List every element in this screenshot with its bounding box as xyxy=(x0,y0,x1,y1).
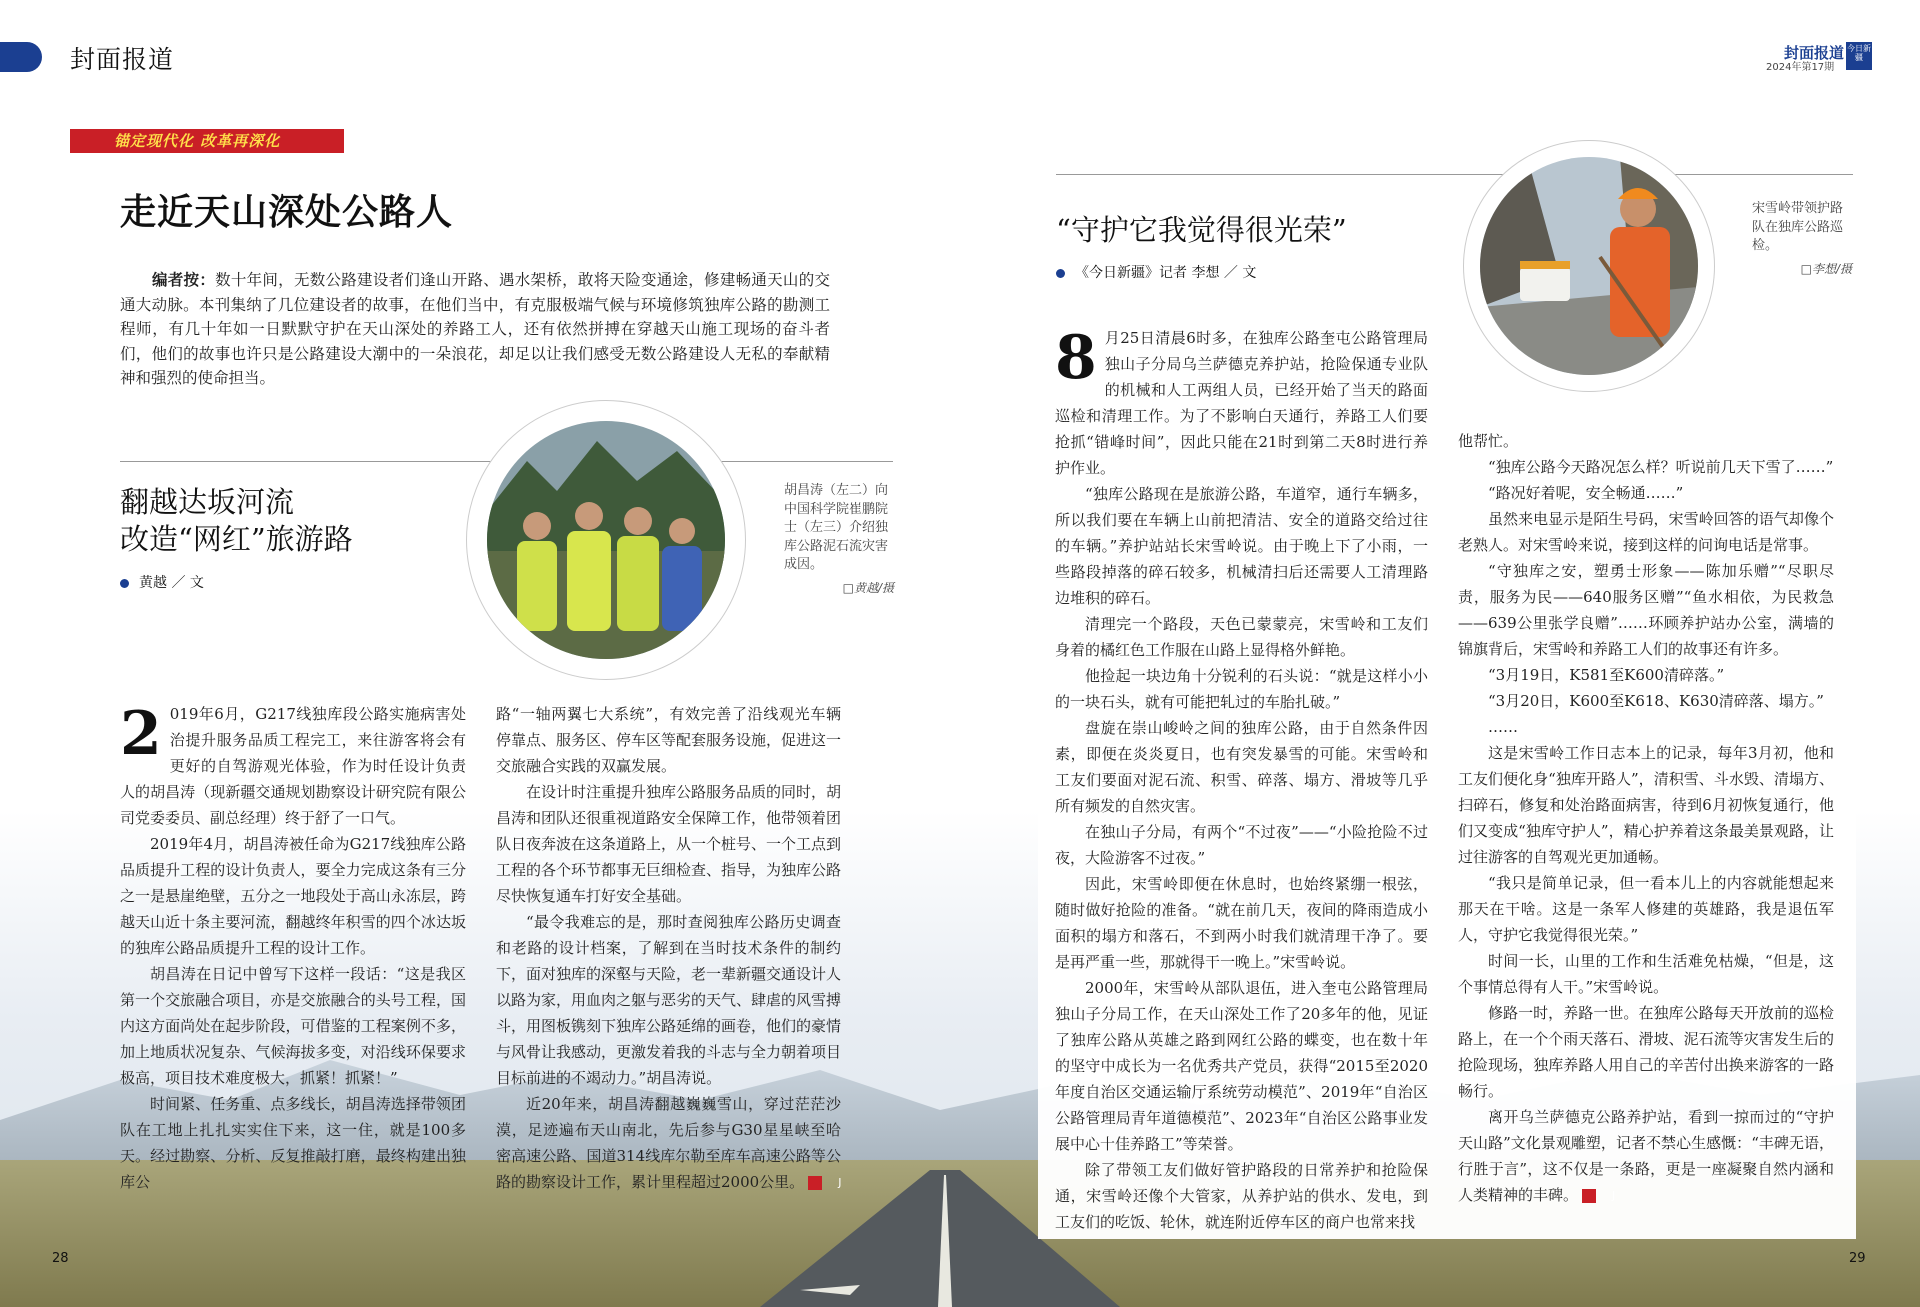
campaign-banner: 锚定现代化 改革再深化 xyxy=(70,129,344,153)
photo-credit: □黄越/摄 xyxy=(842,580,894,595)
paragraph: “守独库之安，塑勇士形象——陈加乐赠”“尽职尽责，服务为民——640服务区赠”“鱼水相依，为民救急——639公里张学良赠”……环顾养护站办公室，满墙的锦旗背后，宋雪岭和养路工人们的故事还有许多。 xyxy=(1458,562,1834,658)
road-worker-photo xyxy=(1480,157,1698,375)
editor-note xyxy=(120,268,830,391)
right-article-byline xyxy=(1056,262,1256,282)
bullet-icon xyxy=(120,579,129,588)
paragraph: 除了带领工友们做好管护路段的日常养护和抢险保通，宋雪岭还像个大管家，从养护站的供水、发电，到工友们的吃饭、轮休，就连附近停车区的商户也常来找 xyxy=(1055,1161,1428,1231)
paragraph: “最令我难忘的是，那时查阅独库公路历史调查和老路的设计档案，了解到在当时技术条件的制约下，面对独库的深壑与天险，老一辈新疆交通设计人以路为家，用血肉之躯与恶劣的天气、肆虐的风雪搏斗，用图板镌刻下独库公路延绵的画卷，他们的豪情与风骨让我感动，更激发着我的斗志与全力朝着项目目标前进的不竭动力。”胡昌涛说。 xyxy=(496,913,842,1087)
editor-note-text: 数十年间，无数公路建设者们逢山开路、遇水架桥，敢将天险变通途，修建畅通天山的交通大动脉。本刊集纳了几位建设者的故事，在他们当中，有克服极端气候与环境修筑独库公路的勘测工程师，有几十年如一日默默守护在天山深处的养路工人，还有依然拼搏在穿越天山施工现场的奋斗者们，他们的故事也许只是公路建设大潮中的一朵浪花，却足以让我们感受无数公路建设人无私的奉献精神和强烈的使命担当。 xyxy=(120,271,830,387)
paragraph: “路况好着呢，安全畅通……” xyxy=(1488,484,1684,502)
end-mark-icon: J xyxy=(808,1176,822,1190)
bullet-icon xyxy=(1056,269,1065,278)
paragraph: 因此，宋雪岭即便在休息时，也始终紧绷一根弦，随时做好抢险的准备。“就在前几天，夜间的降雨造成小面积的塌方和落石，不到两小时我们就清理干净了。要是再严重一些，那就得干一晚上。”宋雪岭说。 xyxy=(1055,875,1428,971)
left-article-byline xyxy=(120,572,204,592)
paragraph: “独库公路现在是旅游公路，车道窄，通行车辆多，所以我们要在车辆上山前把清洁、安全的道路交给过往的车辆。”养护站站长宋雪岭说。由于晚上下了小雨，一些路段掉落的碎石较多，机械清扫后还需要人工清理路边堆积的碎石。 xyxy=(1055,485,1428,607)
main-title: 走近天山深处公路人 xyxy=(120,192,454,233)
paragraph: 2000年，宋雪岭从部队退伍，进入奎屯公路管理局独山子分局工作，在天山深处工作了20多年的他，见证了独库公路从英雄之路到网红公路的蝶变，也在数十年的坚守中成长为一名优秀共产党员，获得“2015至2020年度自治区交通运输厅系统劳动模范”、2019年“自治区公路管理局青年道德模范”、2023年“自治区公路事业发展中心十佳养路工”等荣誉。 xyxy=(1055,979,1428,1153)
right-article-column-2 xyxy=(1458,428,1834,1208)
byline-text: 《今日新疆》记者 李想 ／ 文 xyxy=(1075,265,1257,281)
paragraph: 时间紧、任务重、点多线长，胡昌涛选择带领团队在工地上扎扎实实住下来，这一住，就是100多天。经过勘察、分析、反复推敲打磨，最终构建出独库公 xyxy=(120,1095,466,1191)
paragraph: 2 019年6月，G217线独库段公路实施病害处治提升服务品质工程完工，来往游客将会有更好的自驾游观光体验，作为时任设计负责人的胡昌涛（现新疆交通规划勘察设计研究院有限公司党委委员、副总经理）终于舒了一口气。 xyxy=(120,699,466,827)
survey-team-photo xyxy=(487,421,725,659)
paragraph: “3月20日，K600至K618、K630清碎落、塌方。” xyxy=(1488,692,1824,710)
paragraph: 虽然来电显示是陌生号码，宋雪岭回答的语气却像个老熟人。对宋雪岭来说，接到这样的问询电话是常事。 xyxy=(1458,510,1834,554)
left-photo-caption xyxy=(784,482,894,597)
paragraph: 路“一轴两翼七大系统”，有效完善了沿线观光车辆停靠点、服务区、停车区等配套服务设施，促进这一交旅融合实践的双赢发展。 xyxy=(496,705,842,775)
right-photo-caption xyxy=(1752,200,1852,278)
page-number-right: 29 xyxy=(1849,1251,1866,1266)
article-divider-right xyxy=(1056,174,1853,175)
paragraph: “我只是简单记录，但一看本儿上的内容就能想起来那天在干啥。这是一条军人修建的英雄路，我是退伍军人，守护它我觉得很光荣。” xyxy=(1458,874,1834,944)
left-article-column-1 xyxy=(120,701,466,1195)
paragraph: 他捡起一块边角十分锐利的石头说：“就是这样小小的一块石头，就有可能把轧过的车胎扎破。” xyxy=(1055,667,1428,711)
page-number-left: 28 xyxy=(52,1251,69,1266)
left-article-title-line2: 改造“网红”旅游路 xyxy=(120,522,353,556)
paragraph: 他帮忙。 xyxy=(1458,432,1519,450)
caption-text: 宋雪岭带领护路队在独库公路巡检。 xyxy=(1752,201,1844,253)
left-article-photo xyxy=(466,400,746,680)
paragraph: …… xyxy=(1488,718,1518,736)
paragraph: 胡昌涛在日记中曾写下这样一段话：“这是我区第一个交旅融合项目，亦是交旅融合的头号工程，国内这方面尚处在起步阶段，可借鉴的工程案例不多，加上地质状况复杂、气候海拔多变，对沿线环保要求极高，项目技术难度极大，抓紧！抓紧！” xyxy=(120,965,466,1087)
paragraph: 离开乌兰萨德克公路养护站，看到一掠而过的“守护天山路”文化景观雕塑，记者不禁心生感慨：“丰碑无语，行胜于言”，这不仅是一条路，更是一座凝聚自然内涵和人类精神的丰碑。 J xyxy=(1458,1108,1834,1204)
left-article-title-line1: 翻越达坂河流 xyxy=(120,485,295,519)
right-article-photo xyxy=(1463,140,1715,392)
issue-number: 2024年第17期 xyxy=(1766,62,1835,73)
paragraph: 在设计时注重提升独库公路服务品质的同时，胡昌涛和团队还很重视道路安全保障工作，他带领着团队日夜奔波在这条道路上，从一个桩号、一个工点到工程的各个环节都事无巨细检查、指导，为独库公路尽快恢复通车打好安全基础。 xyxy=(496,783,842,905)
paragraph: 在独山子分局，有两个“不过夜”——“小险抢险不过夜，大险游客不过夜。” xyxy=(1055,823,1428,867)
paragraph: 8 月25日清晨6时多，在独库公路奎屯公路管理局独山子分局乌兰萨德克养护站，抢险保通专业队的机械和人工两组人员，已经开始了当天的路面巡检和清理工作。为了不影响白天通行，养路工人们要抢抓“错峰时间”，因此只能在21时到第二天8时进行养护作业。 xyxy=(1055,323,1428,477)
paragraph: 清理完一个路段，天色已蒙蒙亮，宋雪岭和工友们身着的橘红色工作服在山路上显得格外鲜艳。 xyxy=(1055,615,1428,659)
section-tab-marker xyxy=(0,42,42,72)
paragraph: 修路一时，养路一世。在独库公路每天开放前的巡检路上，在一个个雨天落石、滑坡、泥石流等灾害发生后的抢险现场，独库养路人用自己的辛苦付出换来游客的一路畅行。 xyxy=(1458,1004,1834,1100)
paragraph: 时间一长，山里的工作和生活难免枯燥，“但是，这个事情总得有人干。”宋雪岭说。 xyxy=(1458,952,1834,996)
drop-cap: 2 xyxy=(120,699,162,769)
section-title-left: 封面报道 xyxy=(70,45,175,74)
caption-text: 胡昌涛（左二）向中国科学院崔鹏院士（左三）介绍独库公路泥石流灾害成因。 xyxy=(784,483,889,572)
right-article-column-1 xyxy=(1055,325,1428,1235)
paragraph: 2019年4月，胡昌涛被任命为G217线独库公路品质提升工程的设计负责人，要全力完成这条有三分之一是悬崖绝壁，五分之一地段处于高山永冻层，跨越天山近十条主要河流，翻越终年积雪的四个冰达坂的独库公路品质提升工程的设计工作。 xyxy=(120,835,466,957)
right-article-title: “守护它我觉得很光荣” xyxy=(1056,213,1347,247)
drop-cap: 8 xyxy=(1055,323,1097,393)
byline-text: 黄越 ／ 文 xyxy=(139,575,204,591)
paragraph: 盘旋在崇山峻岭之间的独库公路，由于自然条件因素，即便在炎炎夏日，也有突发暴雪的可能。宋雪岭和工友们要面对泥石流、积雪、碎落、塌方、滑坡等几乎所有频发的自然灾害。 xyxy=(1055,719,1428,815)
paragraph: “3月19日，K581至K600清碎落。” xyxy=(1488,666,1725,684)
paragraph: “独库公路今天路况怎么样？听说前几天下雪了……” xyxy=(1488,458,1834,476)
end-mark-icon: J xyxy=(1582,1189,1596,1203)
editor-note-label: 编者按： xyxy=(152,271,216,289)
photo-credit: □李想/摄 xyxy=(1800,261,1852,276)
magazine-logo: 今日新疆 xyxy=(1846,42,1872,70)
left-article-column-2 xyxy=(496,701,841,1195)
paragraph: 这是宋雪岭工作日志本上的记录，每年3月初，他和工友们便化身“独库开路人”，清积雪、斗水毁、清塌方、扫碎石，修复和处治路面病害，待到6月初恢复通行，他们又变成“独库守护人”，精心护养着这条最美景观路，让过往游客的自驾观光更加通畅。 xyxy=(1458,744,1834,866)
paragraph: 近20年来，胡昌涛翻越巍巍雪山，穿过茫茫沙漠，足迹遍布天山南北，先后参与G30星星峡至哈密高速公路、国道314线库尔勒至库车高速公路等公路的勘察设计工作，累计里程超过2000公里。 J xyxy=(496,1095,842,1191)
section-title-right: 封面报道 xyxy=(1784,44,1845,62)
